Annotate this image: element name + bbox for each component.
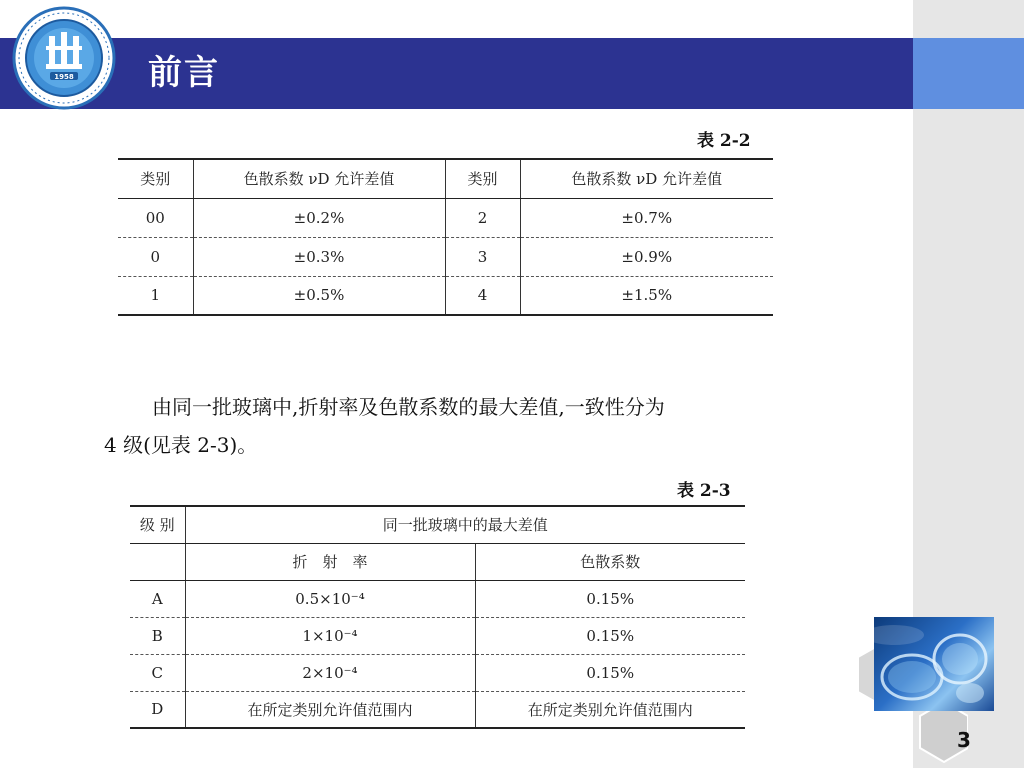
table-cell: 0.15% [475, 654, 745, 691]
paragraph-line-2: 4 级(见表 2-3)。 [104, 433, 258, 457]
body-paragraph [104, 388, 776, 464]
table-row [118, 198, 773, 237]
table-cell: D [130, 691, 185, 728]
lens-photo-icon [874, 617, 994, 711]
table-row [130, 617, 745, 654]
table-cell: 0.15% [475, 617, 745, 654]
table-cell: 在所定类别允许值范围内 [185, 691, 475, 728]
page-number: 3 [957, 728, 971, 752]
table-2-2-caption: 表 2-2 [697, 131, 751, 151]
table-cell: 2 [445, 198, 520, 237]
level-header-cell: 级 别 [130, 506, 185, 543]
table-cell: 在所定类别允许值范围内 [475, 691, 745, 728]
table-cell: 0.5×10⁻⁴ [185, 580, 475, 617]
paragraph-text-1: 由同一批玻璃中,折射率及色散系数的最大差值,一致性分为 [152, 395, 665, 419]
table-cell: 0 [118, 237, 193, 276]
table-cell: 00 [118, 198, 193, 237]
table-cell: A [130, 580, 185, 617]
table-2-3 [130, 505, 745, 729]
table-row [118, 237, 773, 276]
table-row [130, 580, 745, 617]
table-cell: ±0.9% [520, 237, 773, 276]
table-2-2 [118, 158, 773, 316]
header-cell: 色散系数 νD 允许差值 [520, 159, 773, 198]
group-header-cell: 同一批玻璃中的最大差值 [185, 506, 745, 543]
subheader-cell: 折 射 率 [185, 543, 475, 580]
table-header-row [118, 159, 773, 198]
table-cell: ±0.5% [193, 276, 445, 315]
paragraph-line-1 [104, 388, 776, 426]
table-cell: 1×10⁻⁴ [185, 617, 475, 654]
table-row [130, 654, 745, 691]
table-cell: B [130, 617, 185, 654]
table-cell: 0.15% [475, 580, 745, 617]
table-2-3-caption: 表 2-3 [677, 481, 731, 501]
table-cell: 1 [118, 276, 193, 315]
table-cell: 2×10⁻⁴ [185, 654, 475, 691]
empty-header-cell [130, 543, 185, 580]
table-row [130, 691, 745, 728]
logo-year: 1958 [54, 73, 74, 81]
table-cell: ±0.2% [193, 198, 445, 237]
table-header-row [130, 506, 745, 543]
table-cell: ±0.7% [520, 198, 773, 237]
university-emblem-icon [12, 6, 116, 110]
table-cell: ±0.3% [193, 237, 445, 276]
table-cell: 3 [445, 237, 520, 276]
title-bar [0, 38, 913, 109]
header-cell: 类别 [445, 159, 520, 198]
table-cell: ±1.5% [520, 276, 773, 315]
header-cell: 类别 [118, 159, 193, 198]
side-accent-block [913, 38, 1024, 109]
table-cell: C [130, 654, 185, 691]
table-subheader-row [130, 543, 745, 580]
subheader-cell: 色散系数 [475, 543, 745, 580]
page-title: 前言 [148, 53, 220, 93]
table-row [118, 276, 773, 315]
header-cell: 色散系数 νD 允许差值 [193, 159, 445, 198]
table-cell: 4 [445, 276, 520, 315]
